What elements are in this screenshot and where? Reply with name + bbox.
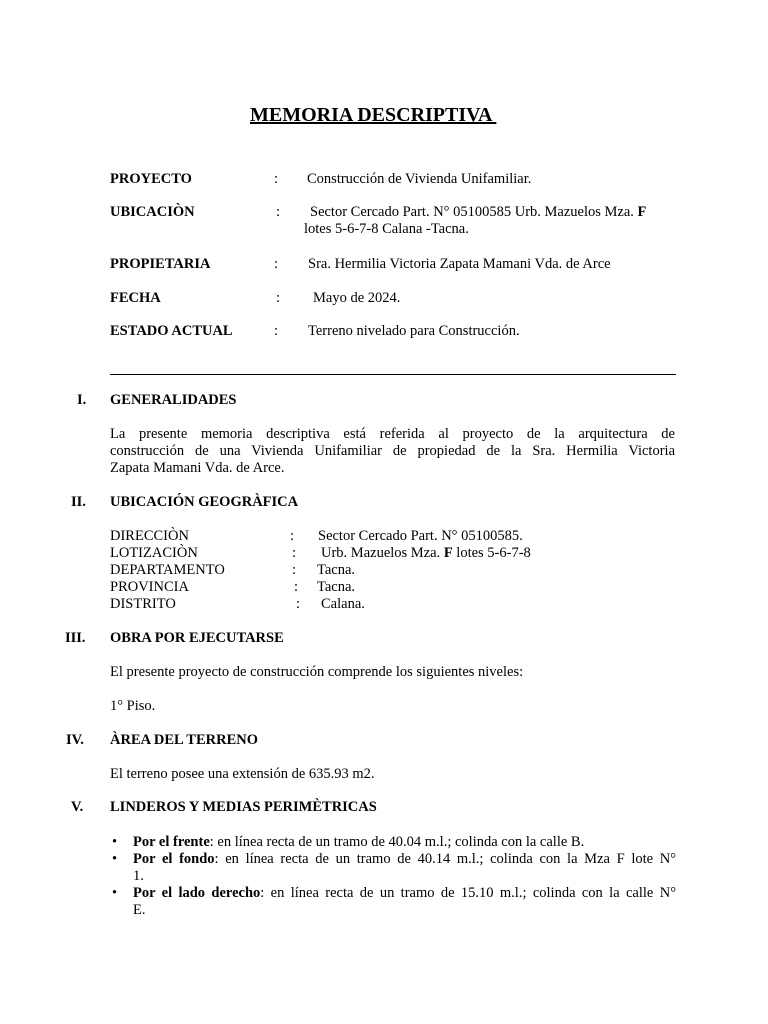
estado-colon: : bbox=[274, 323, 279, 339]
section-1-number: I. bbox=[77, 392, 87, 408]
bullet-2-marker: • bbox=[112, 851, 118, 867]
ubicacion-line1-mza: F bbox=[637, 204, 647, 220]
fecha-label: FECHA bbox=[110, 290, 161, 306]
ubicacion-colon: : bbox=[276, 204, 281, 220]
bullet-2-label: Por el fondo bbox=[133, 851, 215, 867]
lotizacion-value-mza: F bbox=[443, 545, 453, 561]
bullet-3-marker: • bbox=[112, 885, 118, 901]
section-3-title: OBRA POR EJECUTARSE bbox=[110, 630, 284, 646]
section-3-number: III. bbox=[65, 630, 86, 646]
propietaria-colon: : bbox=[274, 256, 279, 272]
fecha-colon: : bbox=[276, 290, 281, 306]
header-divider bbox=[110, 374, 676, 375]
departamento-value: Tacna. bbox=[317, 562, 356, 578]
propietaria-label: PROPIETARIA bbox=[110, 256, 211, 272]
section-3-text: El presente proyecto de construcción comprende los siguientes niveles: bbox=[110, 664, 524, 680]
lotizacion-value bbox=[321, 545, 531, 562]
bullet-1-text bbox=[133, 834, 676, 851]
ubicacion-label: UBICACIÒN bbox=[110, 204, 195, 220]
lotizacion-value-lots: lotes 5-6-7-8 bbox=[452, 545, 531, 561]
departamento-label: DEPARTAMENTO bbox=[110, 562, 225, 578]
bullet-3-line-2: E. bbox=[133, 902, 146, 918]
bullet-1-body: : en línea recta de un tramo de 40.04 m.l.; colinda con la calle B. bbox=[209, 834, 585, 850]
estado-label: ESTADO ACTUAL bbox=[110, 323, 233, 339]
direccion-label: DIRECCIÒN bbox=[110, 528, 189, 544]
section-5-number: V. bbox=[71, 799, 84, 815]
bullet-3-body: : en línea recta de un tramo de 15.10 m.l.; colinda con la calle N° bbox=[260, 885, 676, 901]
direccion-value: Sector Cercado Part. N° 05100585. bbox=[318, 528, 523, 544]
proyecto-colon: : bbox=[274, 171, 279, 187]
lotizacion-colon: : bbox=[292, 545, 297, 561]
section-2-number: II. bbox=[71, 494, 86, 510]
section-1-line-3: Zapata Mamani Vda. de Arce. bbox=[110, 460, 285, 476]
bullet-1-marker: • bbox=[112, 834, 118, 850]
departamento-colon: : bbox=[292, 562, 297, 578]
document-title: MEMORIA DESCRIPTIVA bbox=[250, 104, 497, 126]
lotizacion-value-text: Urb. Mazuelos Mza. bbox=[321, 545, 441, 561]
bullet-2-line-1 bbox=[133, 851, 676, 868]
bullet-2-line-2: 1. bbox=[133, 868, 144, 884]
section-4-title: ÀREA DEL TERRENO bbox=[110, 732, 258, 748]
fecha-value: Mayo de 2024. bbox=[313, 290, 401, 306]
bullet-3-line-1 bbox=[133, 885, 676, 902]
lotizacion-label: LOTIZACIÒN bbox=[110, 545, 198, 561]
propietaria-value: Sra. Hermilia Victoria Zapata Mamani Vda. de Arce bbox=[308, 256, 611, 272]
proyecto-value: Construcción de Vivienda Unifamiliar. bbox=[307, 171, 532, 187]
provincia-value: Tacna. bbox=[317, 579, 356, 595]
bullet-3-label: Por el lado derecho bbox=[133, 885, 261, 901]
section-5-title: LINDEROS Y MEDIAS PERIMÈTRICAS bbox=[110, 799, 377, 815]
section-3-level: 1° Piso. bbox=[110, 698, 156, 714]
distrito-colon: : bbox=[296, 596, 301, 612]
section-4-text: El terreno posee una extensión de 635.93 m2. bbox=[110, 766, 375, 782]
section-1-title: GENERALIDADES bbox=[110, 392, 237, 408]
ubicacion-value-line2: lotes 5-6-7-8 Calana -Tacna. bbox=[304, 221, 469, 237]
bullet-2-body: : en línea recta de un tramo de 40.14 m.l.; colinda con la Mza F lote N° bbox=[214, 851, 676, 867]
ubicacion-line1-text: Sector Cercado Part. N° 05100585 Urb. Mazuelos Mza. bbox=[310, 204, 634, 220]
section-2-title: UBICACIÓN GEOGRÀFICA bbox=[110, 494, 299, 510]
direccion-colon: : bbox=[290, 528, 295, 544]
distrito-value: Calana. bbox=[321, 596, 365, 612]
distrito-label: DISTRITO bbox=[110, 596, 176, 612]
estado-value: Terreno nivelado para Construcción. bbox=[308, 323, 520, 339]
ubicacion-value-line1 bbox=[310, 204, 646, 221]
bullet-1-label: Por el frente bbox=[133, 834, 210, 850]
provincia-label: PROVINCIA bbox=[110, 579, 189, 595]
section-1-line-2: construcción de una Vivienda Unifamiliar de propiedad de la Sra. Hermilia Victoria bbox=[110, 443, 675, 459]
proyecto-label: PROYECTO bbox=[110, 171, 192, 187]
section-4-number: IV. bbox=[66, 732, 84, 748]
section-1-line-1: La presente memoria descriptiva está referida al proyecto de la arquitectura de bbox=[110, 426, 675, 442]
provincia-colon: : bbox=[294, 579, 299, 595]
